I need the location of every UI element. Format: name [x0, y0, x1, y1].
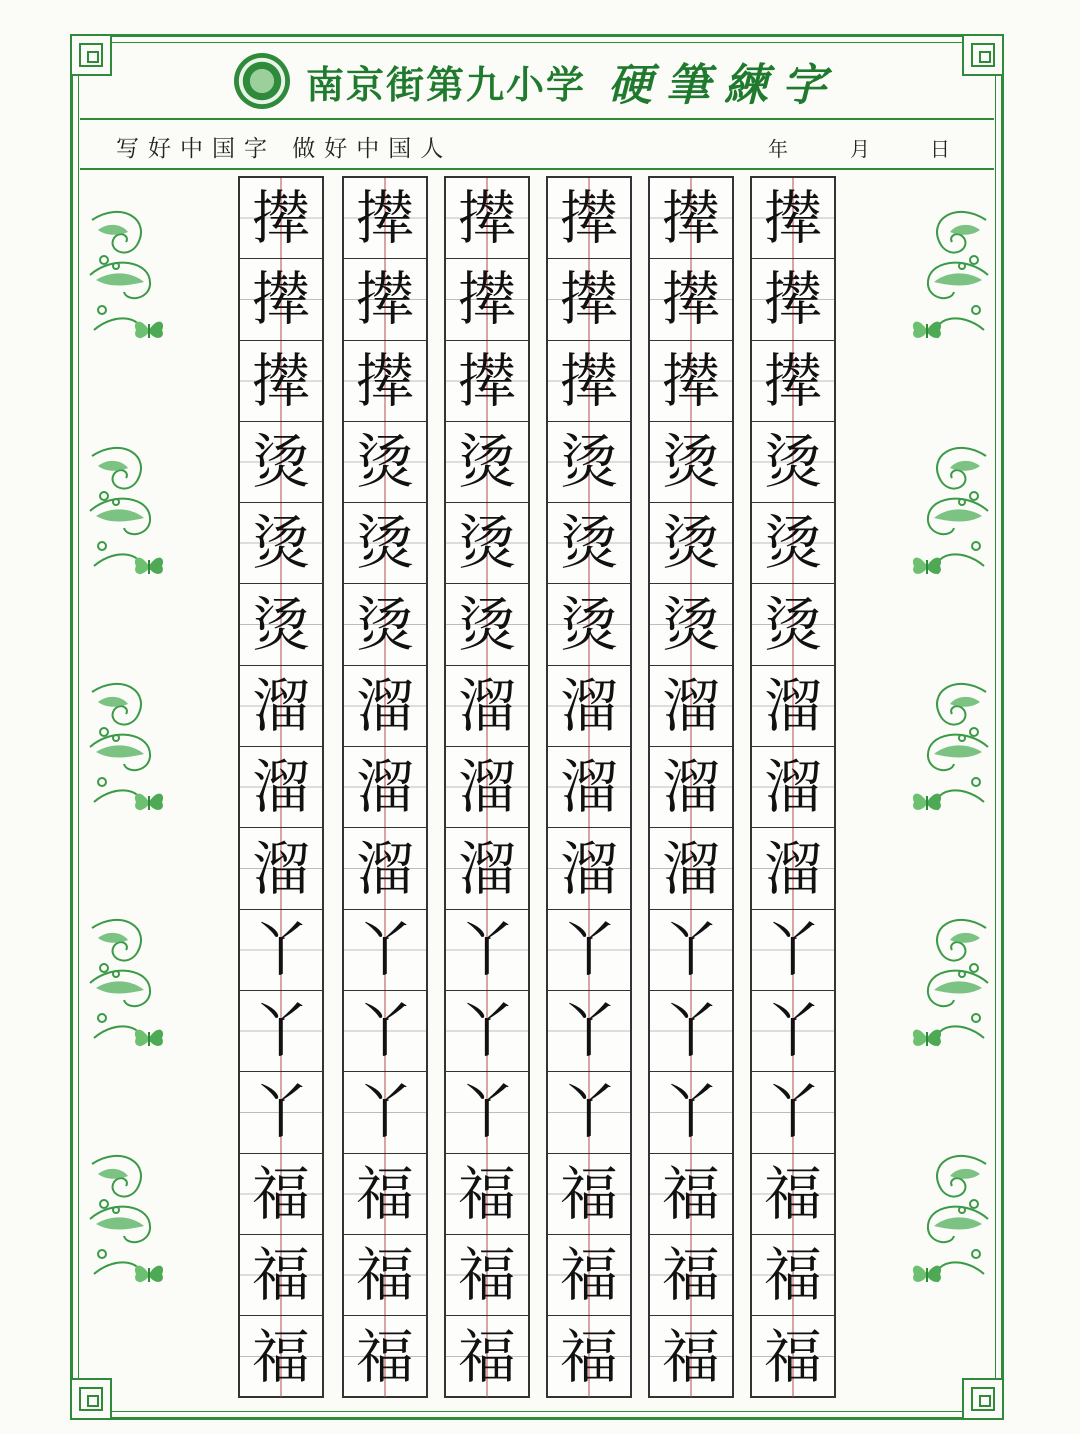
practice-cell — [240, 910, 322, 991]
practice-cell — [344, 341, 426, 422]
day-label: 日 — [930, 137, 950, 161]
practice-cell — [446, 341, 528, 422]
practice-cell — [240, 178, 322, 259]
practice-character: 福 — [251, 1159, 310, 1228]
practice-cell — [240, 1235, 322, 1316]
practice-cell — [446, 666, 528, 747]
practice-character: 烫 — [763, 590, 822, 659]
corner-ornament-bottom-right — [962, 1378, 1004, 1420]
practice-cell — [344, 1072, 426, 1153]
practice-cell — [650, 178, 732, 259]
practice-character: 福 — [251, 1322, 310, 1391]
page-header — [80, 44, 994, 120]
practice-character: 烫 — [559, 590, 618, 659]
practice-character: 撵 — [355, 184, 414, 253]
practice-cell — [344, 1154, 426, 1235]
practice-character: 福 — [559, 1159, 618, 1228]
practice-character: 福 — [661, 1241, 720, 1309]
butterfly-icon — [132, 1260, 166, 1288]
practice-cell — [240, 259, 322, 340]
practice-character: 丫 — [251, 997, 310, 1066]
practice-character: 撵 — [251, 184, 310, 253]
practice-character: 撵 — [251, 346, 310, 415]
practice-cell — [240, 503, 322, 584]
practice-cell — [548, 1235, 630, 1316]
practice-character: 溜 — [559, 671, 618, 740]
practice-character: 丫 — [457, 915, 516, 984]
practice-cell — [240, 828, 322, 909]
practice-character: 溜 — [355, 671, 414, 740]
butterfly-icon — [132, 316, 166, 344]
practice-cell — [650, 991, 732, 1072]
practice-character: 丫 — [457, 1078, 516, 1147]
practice-character: 丫 — [251, 915, 310, 984]
practice-cell — [240, 666, 322, 747]
practice-cell — [344, 259, 426, 340]
practice-cell — [650, 584, 732, 665]
practice-cell — [548, 747, 630, 828]
practice-cell — [446, 259, 528, 340]
practice-character: 福 — [457, 1322, 516, 1391]
practice-character: 福 — [355, 1241, 414, 1309]
butterfly-icon — [910, 1260, 944, 1288]
practice-cell — [344, 503, 426, 584]
practice-cell — [446, 178, 528, 259]
practice-cell — [446, 1235, 528, 1316]
practice-character: 烫 — [251, 590, 310, 659]
practice-cell — [548, 584, 630, 665]
practice-cell — [446, 422, 528, 503]
practice-cell — [240, 1072, 322, 1153]
practice-character: 溜 — [457, 753, 516, 822]
practice-character: 丫 — [661, 997, 720, 1066]
practice-character: 溜 — [457, 671, 516, 740]
practice-character: 丫 — [559, 1078, 618, 1147]
practice-character: 溜 — [251, 753, 310, 822]
practice-character: 丫 — [251, 1078, 310, 1147]
practice-cell — [650, 910, 732, 991]
practice-column — [342, 176, 428, 1398]
practice-character: 福 — [457, 1241, 516, 1309]
practice-character: 撵 — [559, 346, 618, 415]
practice-cell — [752, 503, 834, 584]
practice-cell — [548, 1316, 630, 1397]
practice-character: 溜 — [355, 834, 414, 903]
practice-character: 撵 — [763, 265, 822, 334]
practice-cell — [344, 828, 426, 909]
practice-character: 撵 — [661, 184, 720, 253]
practice-character: 福 — [559, 1322, 618, 1391]
practice-cell — [548, 503, 630, 584]
practice-cell — [752, 747, 834, 828]
practice-cell — [240, 341, 322, 422]
practice-cell — [446, 1316, 528, 1397]
practice-cell — [752, 666, 834, 747]
school-name: 南京街第九小学 — [305, 62, 586, 107]
practice-cell — [446, 1072, 528, 1153]
practice-cell — [650, 747, 732, 828]
motto-row — [80, 120, 994, 170]
butterfly-icon — [132, 788, 166, 816]
practice-cell — [752, 1154, 834, 1235]
practice-character: 溜 — [251, 671, 310, 740]
practice-cell — [548, 1154, 630, 1235]
practice-cell — [344, 1235, 426, 1316]
practice-character: 烫 — [251, 509, 310, 578]
practice-character: 丫 — [763, 915, 822, 984]
practice-character: 丫 — [355, 915, 414, 984]
practice-cell — [548, 828, 630, 909]
practice-character: 撵 — [457, 346, 516, 415]
practice-cell — [650, 666, 732, 747]
butterfly-icon — [910, 316, 944, 344]
practice-character: 烫 — [251, 428, 310, 497]
practice-cell — [344, 747, 426, 828]
practice-cell — [752, 910, 834, 991]
practice-character: 烫 — [355, 509, 414, 578]
butterfly-icon — [910, 1024, 944, 1052]
practice-character: 福 — [457, 1159, 516, 1228]
practice-cell — [650, 1072, 732, 1153]
practice-character: 撵 — [355, 346, 414, 415]
practice-cell — [752, 828, 834, 909]
practice-character: 溜 — [251, 834, 310, 903]
practice-cell — [548, 910, 630, 991]
practice-cell — [240, 584, 322, 665]
practice-column — [238, 176, 324, 1398]
practice-character: 溜 — [763, 671, 822, 740]
practice-character: 福 — [763, 1241, 822, 1309]
practice-cell — [446, 503, 528, 584]
practice-character: 撵 — [661, 346, 720, 415]
practice-character: 溜 — [457, 834, 516, 903]
practice-cell — [650, 341, 732, 422]
practice-character: 丫 — [355, 1078, 414, 1147]
practice-cell — [752, 991, 834, 1072]
practice-character: 烫 — [661, 509, 720, 578]
practice-cell — [548, 1072, 630, 1153]
practice-character: 福 — [763, 1322, 822, 1391]
practice-character: 撵 — [763, 184, 822, 253]
practice-cell — [752, 341, 834, 422]
practice-cell — [548, 666, 630, 747]
practice-character: 烫 — [355, 590, 414, 659]
practice-cell — [752, 178, 834, 259]
practice-cell — [446, 747, 528, 828]
practice-cell — [548, 178, 630, 259]
practice-cell — [548, 259, 630, 340]
practice-cell — [548, 341, 630, 422]
practice-cell — [752, 1235, 834, 1316]
practice-character: 丫 — [661, 915, 720, 984]
butterfly-icon — [132, 552, 166, 580]
practice-character: 溜 — [661, 671, 720, 740]
practice-character: 烫 — [457, 509, 516, 578]
practice-character: 丫 — [763, 1078, 822, 1147]
practice-character: 丫 — [457, 997, 516, 1066]
practice-cell — [446, 584, 528, 665]
butterfly-icon — [132, 1024, 166, 1052]
practice-cell — [752, 1072, 834, 1153]
practice-character: 烫 — [355, 428, 414, 497]
practice-character: 福 — [251, 1241, 310, 1309]
school-emblem-icon — [234, 53, 290, 109]
practice-cell — [344, 422, 426, 503]
practice-character: 福 — [661, 1322, 720, 1391]
practice-character: 丫 — [559, 915, 618, 984]
practice-character: 烫 — [457, 428, 516, 497]
practice-character: 撵 — [559, 265, 618, 334]
practice-character: 烫 — [559, 509, 618, 578]
practice-cell — [650, 1316, 732, 1397]
butterfly-icon — [910, 788, 944, 816]
corner-ornament-bottom-left — [70, 1378, 112, 1420]
practice-cell — [650, 1154, 732, 1235]
practice-character: 撵 — [457, 265, 516, 334]
subject-title: 硬筆練字 — [608, 60, 840, 111]
practice-character: 撵 — [355, 265, 414, 334]
practice-character: 溜 — [559, 834, 618, 903]
motto-text: 写好中国字 做好中国人 — [116, 136, 453, 162]
practice-cell — [344, 178, 426, 259]
practice-character: 撵 — [457, 184, 516, 253]
practice-cell — [344, 666, 426, 747]
practice-character: 福 — [355, 1322, 414, 1391]
month-label: 月 — [850, 137, 870, 161]
practice-cell — [240, 1316, 322, 1397]
practice-column — [648, 176, 734, 1398]
practice-column — [444, 176, 530, 1398]
practice-cell — [650, 259, 732, 340]
practice-character: 烫 — [559, 428, 618, 497]
practice-cell — [752, 259, 834, 340]
practice-cell — [240, 747, 322, 828]
practice-cell — [650, 828, 732, 909]
practice-character: 福 — [763, 1159, 822, 1228]
practice-cell — [548, 991, 630, 1072]
practice-character: 丫 — [355, 997, 414, 1066]
practice-character: 撵 — [763, 346, 822, 415]
practice-cell — [344, 584, 426, 665]
practice-cell — [446, 991, 528, 1072]
practice-character: 撵 — [559, 184, 618, 253]
practice-cell — [548, 422, 630, 503]
practice-cell — [752, 422, 834, 503]
practice-cell — [446, 1154, 528, 1235]
practice-cell — [240, 991, 322, 1072]
practice-character: 丫 — [559, 997, 618, 1066]
practice-cell — [240, 1154, 322, 1235]
practice-cell — [650, 1235, 732, 1316]
practice-cell — [446, 910, 528, 991]
practice-character: 溜 — [661, 753, 720, 822]
practice-character: 撵 — [661, 265, 720, 334]
practice-character: 烫 — [661, 428, 720, 497]
butterfly-icon — [910, 552, 944, 580]
practice-character: 溜 — [559, 753, 618, 822]
practice-character: 烫 — [763, 428, 822, 497]
practice-character: 溜 — [661, 834, 720, 903]
practice-cell — [344, 910, 426, 991]
practice-cell — [446, 828, 528, 909]
practice-character: 溜 — [355, 753, 414, 822]
practice-cell — [240, 422, 322, 503]
practice-character: 丫 — [661, 1078, 720, 1147]
practice-cell — [752, 1316, 834, 1397]
practice-character: 烫 — [763, 509, 822, 578]
practice-cell — [650, 422, 732, 503]
practice-grid — [238, 176, 838, 1400]
practice-cell — [752, 584, 834, 665]
practice-cell — [344, 991, 426, 1072]
practice-character: 烫 — [661, 590, 720, 659]
practice-cell — [344, 1316, 426, 1397]
practice-character: 福 — [559, 1241, 618, 1309]
practice-cell — [650, 503, 732, 584]
practice-column — [750, 176, 836, 1398]
practice-character: 福 — [661, 1159, 720, 1228]
practice-column — [546, 176, 632, 1398]
year-label: 年 — [768, 137, 788, 161]
practice-character: 福 — [355, 1159, 414, 1228]
practice-character: 溜 — [763, 834, 822, 903]
practice-character: 撵 — [251, 265, 310, 334]
practice-character: 溜 — [763, 753, 822, 822]
practice-character: 丫 — [763, 997, 822, 1066]
practice-character: 烫 — [457, 590, 516, 659]
